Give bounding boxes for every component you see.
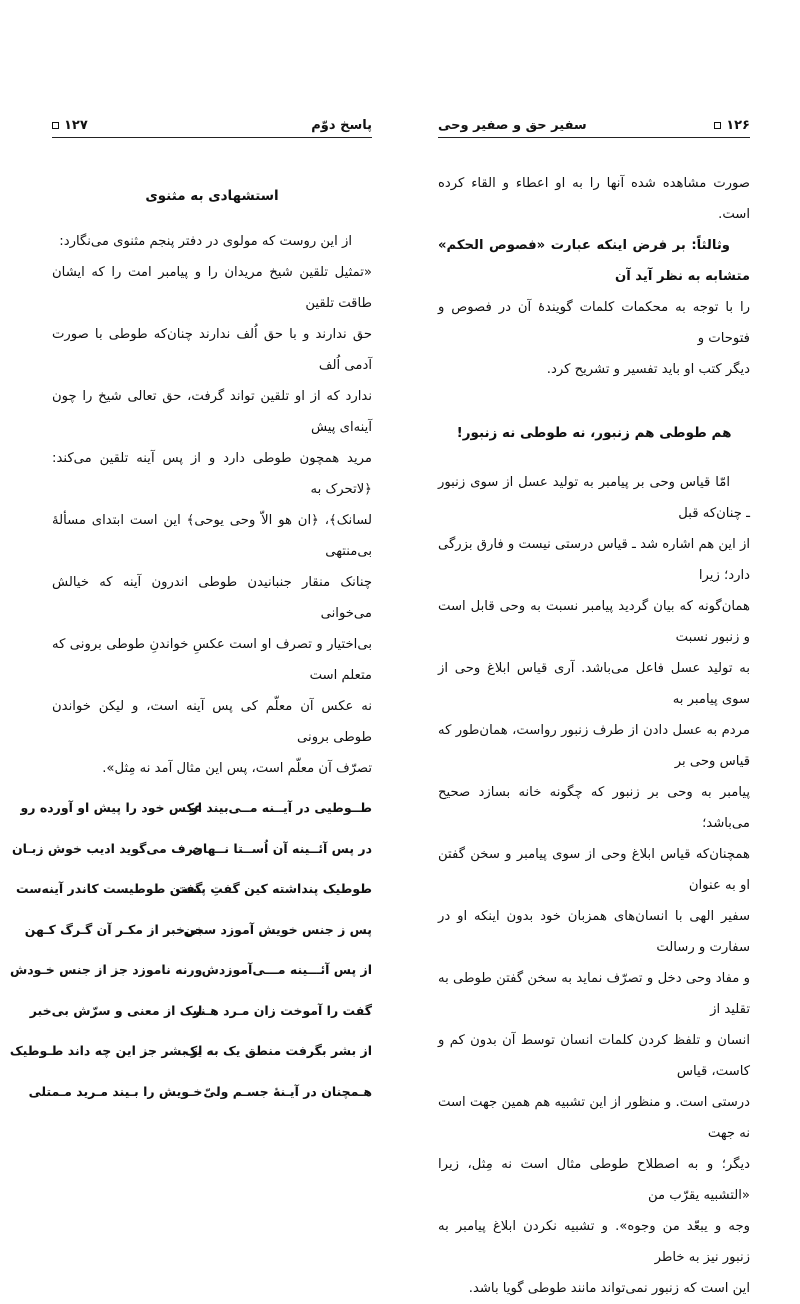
text-line: و مفاد وحی دخل و تصرّف نماید به سخن گفتن طوطی به تقلید از bbox=[438, 971, 750, 1017]
text-line: این است که زنبور نمی‌تواند مانند طوطی گویا باشد. bbox=[468, 1281, 750, 1296]
text-line: را با توجه به محکمات کلمات گویندهٔ آن در فصوص و فتوحات و bbox=[438, 300, 750, 346]
poem-hemistich-second: از بشر جز این چه داند طـوطیک bbox=[9, 1043, 203, 1058]
poem-hemistich-first: از پس آئـــینه مـــی‌آموزدش bbox=[201, 962, 372, 977]
running-title: سفیر حق و صفیر وحی bbox=[438, 118, 587, 133]
poem-hemistich-second: بی‌خبر از مکـر آن گـرگ کـهن bbox=[24, 921, 203, 937]
text-line: نه عکس آن معلّم کی پس آینه است، و لیکن خواندن طوطی برونی bbox=[52, 699, 372, 745]
poem-couplet bbox=[29, 991, 372, 1032]
poem-couplet bbox=[9, 1031, 372, 1072]
poem-hemistich-second: خـویش را بـیند مـرید مـمتلی bbox=[28, 1083, 203, 1099]
poem-hemistich-first: در پس آئــینه آن اُســتا نــهان bbox=[192, 840, 372, 856]
left-page-number-group bbox=[52, 118, 88, 133]
text-line bbox=[59, 234, 372, 249]
poem-hemistich-first: از بشر بگرفت منطق یک به یک bbox=[184, 1043, 372, 1058]
body-paragraph bbox=[438, 467, 750, 1304]
poem-hemistich-second: عکس خود را پیش او آورده رو bbox=[20, 800, 203, 815]
text-line: ندارد که از او تلقین تواند گرفت، حق تعالی شیخ را چون آینه‌ای پیش bbox=[52, 389, 372, 435]
text-line bbox=[438, 475, 750, 521]
text-line bbox=[438, 238, 750, 284]
text-line: همچنان‌که قیاس ابلاغ وحی از سوی پیامبر و سخن گفتن او به عنوان bbox=[438, 847, 750, 893]
text-line: «تمثیل تلقین شیخ مریدان را و پیامبر امت را که ایشان طاقت تلقین bbox=[52, 265, 372, 311]
poem bbox=[9, 788, 372, 1112]
text-line: بی‌اختیار و تصرف او است عکسِ خواندنِ طوطی برونی که متعلم است bbox=[52, 637, 372, 683]
text-line: تصرّف آن معلّم است، پس این مثال آمد نه مِثل». bbox=[102, 761, 372, 776]
text-line: از این روست که مولوی در دفتر پنجم مثنوی می‌نگارد: bbox=[59, 234, 352, 249]
running-title: پاسخ دوّم bbox=[311, 118, 372, 133]
right-page-header bbox=[438, 118, 750, 138]
right-page bbox=[438, 118, 750, 1296]
text-line: چنانک منقار جنبانیدن طوطی اندرون آینه که خیالش می‌خوانی bbox=[52, 575, 372, 621]
section-heading: استشهادی به مثنوی bbox=[145, 188, 279, 204]
poem-couplet bbox=[28, 1072, 372, 1113]
text-line: صورت مشاهده شده آنها را به او اعطاء و القاء کرده است. bbox=[438, 176, 750, 222]
text-line: انسان و تلفظ کردن کلمات انسان توسط آن بدون کم و کاست، قیاس bbox=[438, 1033, 750, 1079]
text-line: از این هم اشاره شد ـ قیاس درستی نیست و فارق بزرگی دارد؛ زیرا bbox=[438, 537, 750, 583]
poem-hemistich-first: طوطیک پنداشته کین گفتِ پست bbox=[175, 881, 372, 896]
text-line: امّا قیاس وحی بر پیامبر به تولید عسل از سوی زنبور ـ چنان‌که قبل bbox=[438, 475, 750, 521]
left-page bbox=[9, 118, 372, 1099]
intro-paragraph bbox=[438, 168, 750, 385]
left-page-header bbox=[52, 118, 372, 138]
text-line: وجه و یبعّد من وجوه». و تشبیه نکردن ابلاغ پیامبر به زنبور نیز به خاطر bbox=[438, 1219, 750, 1265]
square-marker-icon bbox=[52, 122, 59, 129]
poem-couplet bbox=[12, 829, 372, 870]
text-line: مرید همچون طوطی دارد و از پس آینه تلقین می‌کند: ﴿لاتحرک به bbox=[52, 451, 372, 497]
poem-couplet bbox=[16, 869, 372, 910]
poem-couplet bbox=[20, 788, 372, 829]
text-line: لسانک﴾، ﴿ان هو الاّ وحی یوحی﴾ این است ابتدای مسألهٔ بی‌منتهی bbox=[52, 513, 372, 559]
text-line: حق ندارند و با حق اُلف ندارند چنان‌که طوطی با صورت آدمی اُلف bbox=[52, 327, 372, 373]
text-line: به تولید عسل فاعل می‌باشد. آری قیاس ابلاغ وحی از سوی پیامبر به bbox=[438, 661, 750, 707]
section-heading: هم طوطی هم زنبور، نه طوطی نه زنبور! bbox=[456, 425, 732, 441]
intro-paragraph bbox=[52, 226, 372, 784]
poem-hemistich-first: طــوطیی در آیــنه مــی‌بیند او bbox=[189, 800, 372, 815]
poem-hemistich-second: حرف می‌گوید ادیب خوش زبـان bbox=[12, 840, 203, 856]
square-marker-icon bbox=[714, 122, 721, 129]
text-line: وثالثاً: بر فرض اینکه عبارت «فصوص الحکم» متشابه به نظر آید آن bbox=[438, 238, 750, 284]
poem-couplet bbox=[9, 950, 372, 991]
text-line: همان‌گونه که بیان گردید پیامبر نسبت به وحی قابل است و زنبور نسبت bbox=[438, 599, 750, 645]
text-line: سفیر الهی با انسان‌های همزبان خود بدون اینکه او در سفارت و رسالت bbox=[438, 909, 750, 955]
poem-hemistich-second: گفتن طوطیست کاندر آینه‌ست bbox=[16, 881, 203, 896]
text-line: دیگر کتب او باید تفسیر و تشریح کرد. bbox=[546, 362, 750, 377]
poem-hemistich-second: لیک از معنی و سرّش بی‌خبر bbox=[29, 1002, 203, 1018]
page-number: ۱۲۶ bbox=[726, 118, 750, 133]
poem-hemistich-first: پس ز جنس خویش آموزد سخن bbox=[183, 921, 372, 937]
poem-hemistich-first: گفت را آموخت زان مـرد هـنر bbox=[192, 1002, 372, 1018]
poem-hemistich-first: هـمچنان در آیـنهٔ جسـم ولیّ bbox=[203, 1083, 372, 1099]
poem-couplet bbox=[24, 910, 372, 951]
poem-hemistich-second: ورنه ناموزد جز از جنس خـودش bbox=[9, 962, 203, 977]
page-number: ۱۲۷ bbox=[64, 118, 88, 133]
text-line: مردم به عسل دادن از طرف زنبور رواست، همان‌طور که قیاس وحی بر bbox=[438, 723, 750, 769]
text-line: پیامبر به وحی بر زنبور که چگونه خانه بسازد صحیح می‌باشد؛ bbox=[438, 785, 750, 831]
text-line: درستی است. و منظور از این تشبیه هم همین جهت است نه جهت bbox=[438, 1095, 750, 1141]
text-line: دیگر؛ و به اصطلاح طوطی مثال است نه مِثل، زیرا «التشبیه یقرّب من bbox=[438, 1157, 750, 1203]
right-page-number-group bbox=[714, 118, 750, 133]
